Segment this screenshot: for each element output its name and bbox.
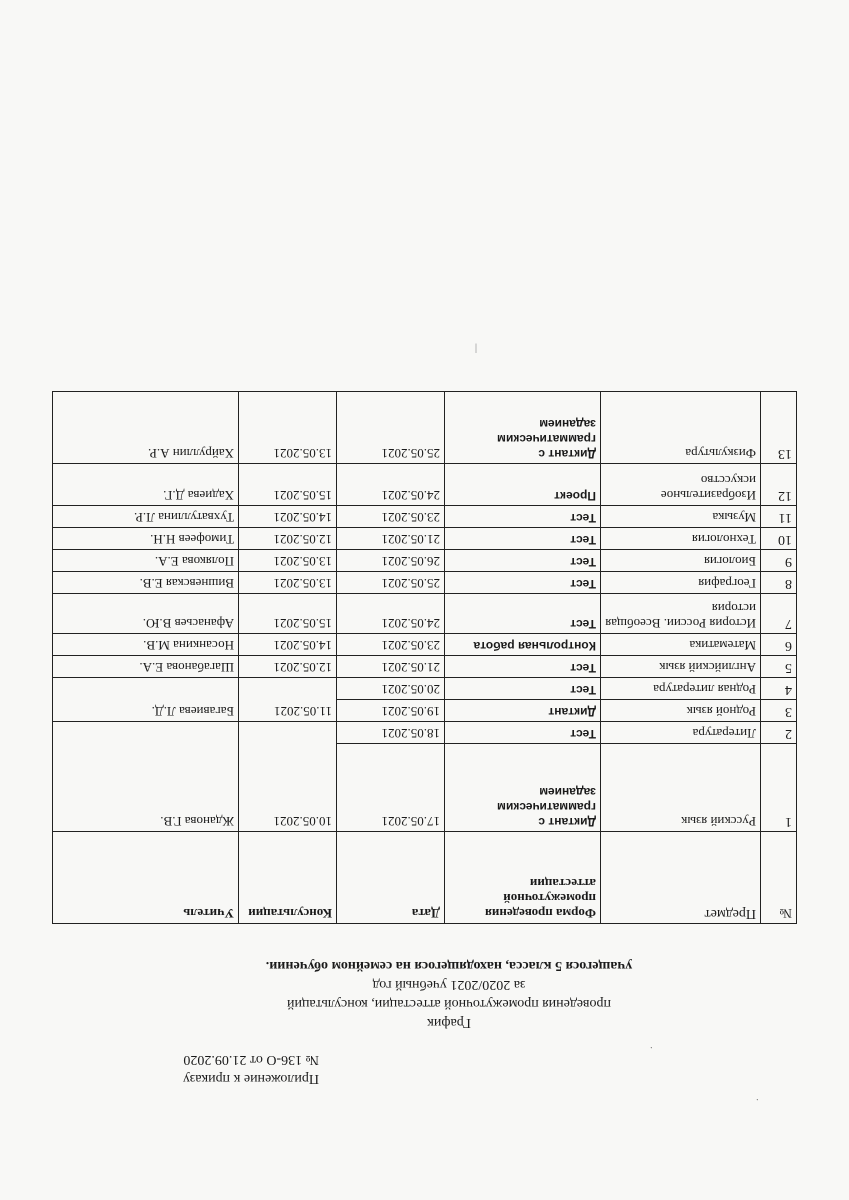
row-form: Тест: [445, 656, 601, 678]
row-consult: 11.05.2021: [239, 678, 337, 722]
row-subject: Технология: [601, 528, 761, 550]
scan-speck: |: [474, 343, 477, 354]
row-subject: Физкультура: [601, 392, 761, 464]
row-subject: Английский язык: [601, 656, 761, 678]
heading-line-2: проведения промежуточной аттестации, консультаций: [286, 996, 612, 1011]
row-form: Тест: [445, 528, 601, 550]
header-date: Дата: [337, 832, 445, 924]
heading-title: График: [427, 1015, 471, 1030]
row-date: 24.05.2021: [337, 594, 445, 634]
row-num: 5: [761, 656, 797, 678]
row-form: Тест: [445, 594, 601, 634]
row-form: Тест: [445, 506, 601, 528]
row-subject: Изобразительное искусство: [601, 464, 761, 506]
heading-line-3: за 2020/2021 учебный год: [372, 977, 526, 992]
row-subject: Музыка: [601, 506, 761, 528]
row-consult: 15.05.2021: [239, 594, 337, 634]
row-num: 9: [761, 550, 797, 572]
row-form: Проект: [445, 464, 601, 506]
row-teacher: Тимофеев Н.Н.: [53, 528, 239, 550]
row-subject: География: [601, 572, 761, 594]
row-date: 21.05.2021: [337, 656, 445, 678]
row-date: 26.05.2021: [337, 550, 445, 572]
row-teacher: Жданова Г.В.: [53, 722, 239, 832]
table-header-row: [53, 832, 797, 924]
row-subject: Русский язык: [601, 744, 761, 832]
table-row: [53, 550, 797, 572]
row-form: Контрольная работа: [445, 634, 601, 656]
table-row: [53, 700, 797, 722]
appendix-reference: [183, 1050, 319, 1088]
header-teacher: Учитель: [53, 832, 239, 924]
row-consult: 13.05.2021: [239, 392, 337, 464]
row-consult: 10.05.2021: [239, 722, 337, 832]
row-num: 3: [761, 700, 797, 722]
row-form: Диктант: [445, 700, 601, 722]
row-num: 1: [761, 744, 797, 832]
row-subject: Математика: [601, 634, 761, 656]
row-num: 2: [761, 722, 797, 744]
table-row: [53, 464, 797, 506]
row-teacher: Багавиева Л.Д.: [53, 678, 239, 722]
row-consult: 15.05.2021: [239, 464, 337, 506]
row-teacher: Вишневская Е.В.: [53, 572, 239, 594]
row-date: 21.05.2021: [337, 528, 445, 550]
schedule-table: [52, 391, 797, 924]
row-teacher: Тухватуллина Л.Р.: [53, 506, 239, 528]
row-form: Диктант с грамматическим заданием: [445, 744, 601, 832]
row-form: Тест: [445, 550, 601, 572]
row-subject: Родной язык: [601, 700, 761, 722]
row-teacher: Хадиева Д.Г.: [53, 464, 239, 506]
table-row: [53, 506, 797, 528]
header-subject: Предмет: [601, 832, 761, 924]
row-subject: История России. Всеобщая история: [601, 594, 761, 634]
row-teacher: Полякова Е.А.: [53, 550, 239, 572]
row-date: 25.05.2021: [337, 392, 445, 464]
table-row: [53, 656, 797, 678]
row-date: 25.05.2021: [337, 572, 445, 594]
row-subject: Родная литература: [601, 678, 761, 700]
row-teacher: Шагабанова Е.А.: [53, 656, 239, 678]
row-subject: Литература: [601, 722, 761, 744]
row-form: Тест: [445, 572, 601, 594]
row-date: 20.05.2021: [337, 678, 445, 700]
row-form: Тест: [445, 722, 601, 744]
table-row: [53, 744, 797, 832]
appendix-line-1: Приложение к приказу: [183, 1071, 319, 1086]
appendix-line-2: № 136-О от 21.09.2020: [183, 1052, 319, 1067]
header-consult: Консультации: [239, 832, 337, 924]
row-consult: 13.05.2021: [239, 550, 337, 572]
header-form: Форма проведения промежуточной аттестации: [445, 832, 601, 924]
row-num: 6: [761, 634, 797, 656]
scan-speck: ·: [649, 1041, 653, 1052]
table-row: [53, 594, 797, 634]
row-form: Диктант с грамматическим заданием: [445, 392, 601, 464]
row-date: 17.05.2021: [337, 744, 445, 832]
table-row: [53, 528, 797, 550]
row-num: 10: [761, 528, 797, 550]
row-consult: 14.05.2021: [239, 634, 337, 656]
row-teacher: Афанасьев В.Ю.: [53, 594, 239, 634]
heading-line-4: учащегося 5 класса, находящегося на семейном обучении.: [265, 958, 633, 973]
row-consult: 12.05.2021: [239, 656, 337, 678]
table-row: [53, 634, 797, 656]
row-consult: 13.05.2021: [239, 572, 337, 594]
row-subject: Биология: [601, 550, 761, 572]
row-date: 24.05.2021: [337, 464, 445, 506]
row-consult: 12.05.2021: [239, 528, 337, 550]
row-num: 8: [761, 572, 797, 594]
row-date: 18.05.2021: [337, 722, 445, 744]
row-num: 7: [761, 594, 797, 634]
row-date: 23.05.2021: [337, 506, 445, 528]
table-row: [53, 572, 797, 594]
row-teacher: Хайруллин А.Р.: [53, 392, 239, 464]
table-row: [53, 392, 797, 464]
row-num: 4: [761, 678, 797, 700]
scan-speck: ·: [755, 1093, 759, 1104]
row-date: 19.05.2021: [337, 700, 445, 722]
row-consult: 14.05.2021: [239, 506, 337, 528]
row-num: 11: [761, 506, 797, 528]
row-form: Тест: [445, 678, 601, 700]
row-num: 12: [761, 464, 797, 506]
row-num: 13: [761, 392, 797, 464]
row-date: 23.05.2021: [337, 634, 445, 656]
row-teacher: Носанкина М.В.: [53, 634, 239, 656]
document-heading: [149, 956, 749, 1032]
header-num: №: [761, 832, 797, 924]
